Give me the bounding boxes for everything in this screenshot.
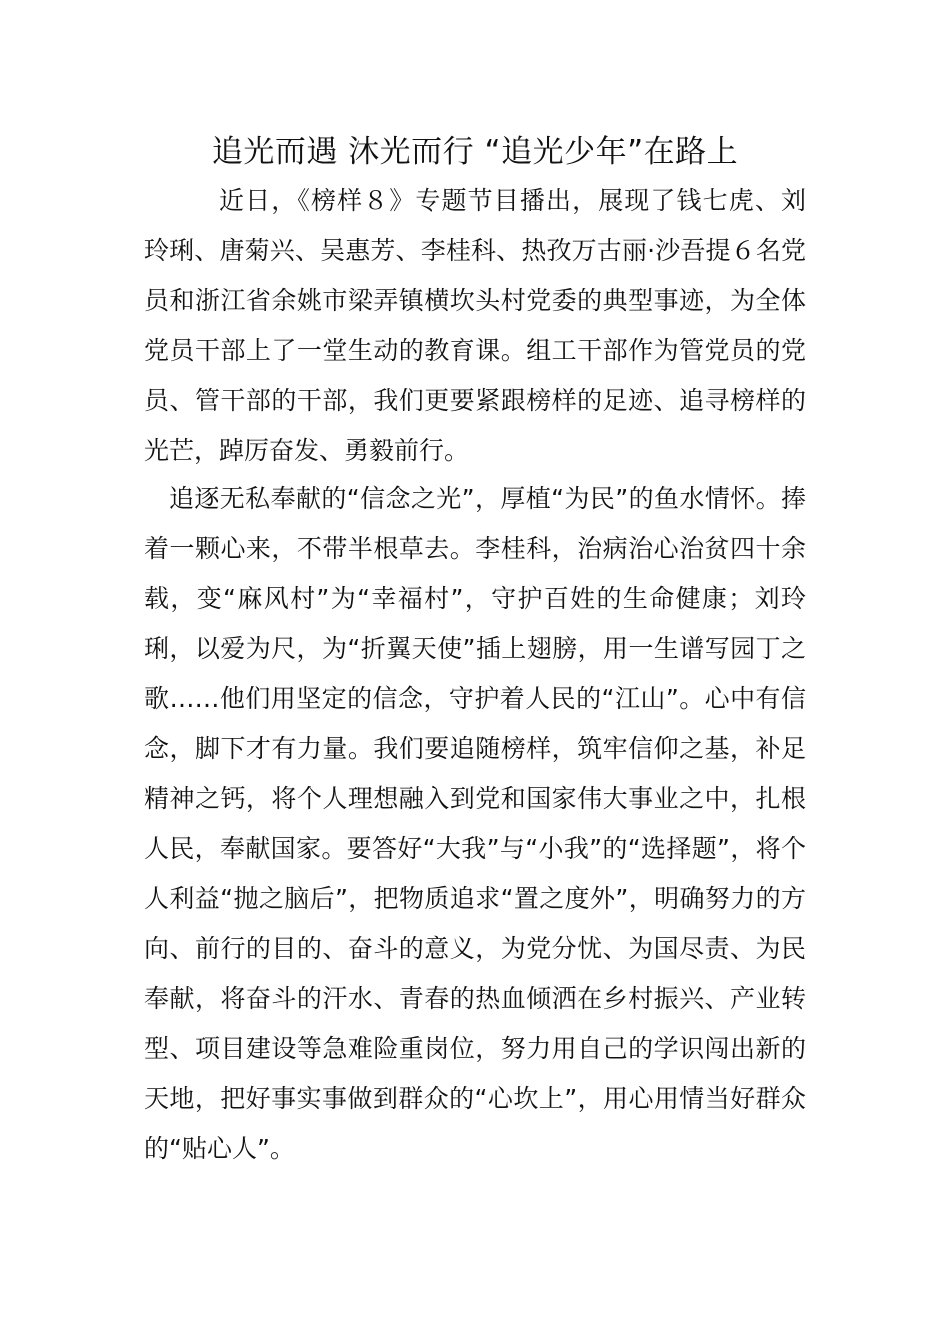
document-title: 追光而遇 沐光而行 “追光少年”在路上 [211,134,739,170]
paragraph-dedication: 追逐无私奉献的“信念之光”，厚植“为民”的鱼水情怀。捧着一颗心来，不带半根草去。李桂科，治病治心治贫四十余载，变“麻风村”为“幸福村”，守护百姓的生命健康；刘玲琍，以爱为尺，为“折翼天使”插上翅膀，用一生谱写园丁之歌……他们用坚定的信念，守护着人民的“江山”。心中有信念，脚下才有力量。我们要追随榜样，筑牢信仰之基，补足精神之钙，将个人理想融入到党和国家伟大事业之中，扎根人民，奉献国家。要答好“大我”与“小我”的“选择题”，将个人利益“抛之脑后”，把物质追求“置之度外”，明确努力的方向、前行的目的、奋斗的意义，为党分忧、为国尽责、为民奉献，将奋斗的汗水、青春的热血倾洒在乡村振兴、产业转型、项目建设等急难险重岗位，努力用自己的学识闯出新的天地，把好事实事做到群众的“心坎上”，用心用情当好群众的“贴心人”。 [144,484,806,1163]
paragraph-intro: 近日，《榜样８》专题节目播出，展现了钱七虎、刘玲琍、唐菊兴、吴惠芳、李桂科、热孜万古丽·沙吾提６名党员和浙江省余姚市梁弄镇横坎头村党委的典型事迹，为全体党员干部上了一堂生动的教育课。组工干部作为管党员的党员、管干部的干部，我们更要紧跟榜样的足迹、追寻榜样的光芒，踔厉奋发、勇毅前行。 [144,186,806,465]
